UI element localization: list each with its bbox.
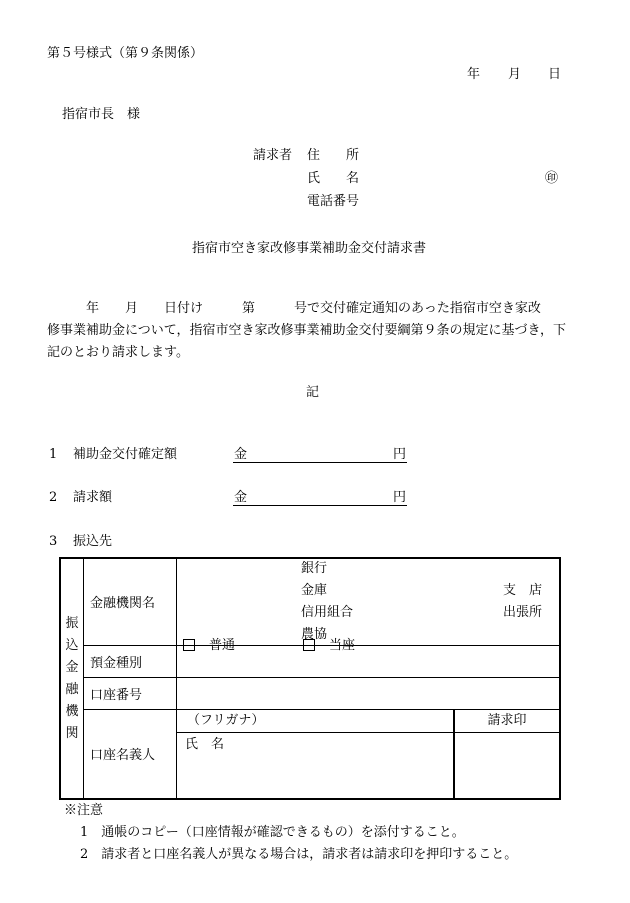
holder-label: 口座名義人	[84, 709, 177, 799]
deposit-ordinary[interactable]: 普通	[183, 639, 235, 652]
item3-number: 3	[49, 534, 58, 549]
body-line-2: 修事業補助金について，指宿市空き家改修事業補助金交付要綱第９条の規定に基づき，下	[47, 323, 566, 338]
date-year: 年	[467, 67, 481, 82]
checkbox-current-icon[interactable]	[303, 639, 315, 651]
deposit-current[interactable]: 当座	[303, 639, 355, 652]
seal-box[interactable]	[454, 709, 560, 799]
seal-box-label: 請求印	[455, 710, 559, 733]
type-credit-union: 信用組合	[301, 605, 354, 620]
item2-kin: 金	[234, 490, 248, 505]
item3-label: 振込先	[73, 534, 113, 549]
account-number-cell[interactable]	[177, 677, 561, 709]
body-line-1: 年 月 日付け 第 号で交付確定通知のあった指宿市空き家改	[47, 301, 541, 316]
addressee: 指宿市長 様	[62, 107, 141, 122]
type-bank: 銀行	[301, 561, 328, 576]
bank-side-label: 振 込 金 融 機 関	[60, 558, 84, 799]
bank-table	[59, 557, 561, 800]
form-number: 第５号様式（第９条関係）	[47, 46, 204, 61]
item1-en: 円	[393, 447, 407, 462]
item1-label: 補助金交付確定額	[73, 447, 178, 462]
deposit-label: 預金種別	[84, 645, 177, 677]
item2-label: 請求額	[73, 490, 113, 505]
type-nokyo: 農協	[301, 627, 328, 642]
item1-kin: 金	[234, 447, 248, 462]
note-2: 2 請求者と口座名義人が異なる場合は，請求者は請求印を押印すること。	[80, 847, 518, 862]
holder-name-cell[interactable]	[177, 709, 455, 799]
date-month: 月	[508, 67, 522, 82]
branch-label: 支 店	[503, 583, 543, 598]
item1-number: 1	[49, 447, 58, 462]
ki-heading: 記	[306, 385, 320, 400]
account-number-label: 口座番号	[84, 677, 177, 709]
seal-mark: ㊞	[545, 171, 559, 186]
deposit-cell	[177, 637, 561, 677]
body-line-3: 記のとおり請求します。	[47, 345, 189, 360]
sub-branch-label: 出張所	[503, 605, 543, 620]
item1-amount-line	[233, 448, 407, 463]
applicant-label: 請求者	[253, 148, 293, 163]
phone-label: 電話番号	[307, 194, 360, 209]
furigana-row[interactable]	[177, 710, 453, 733]
name-label: 氏 名	[307, 171, 360, 186]
date-day: 日	[548, 67, 562, 82]
item2-amount-line	[233, 491, 407, 506]
holder-name-label: 氏 名	[185, 736, 225, 752]
item2-en: 円	[393, 490, 407, 505]
institution-cell[interactable]	[177, 558, 561, 645]
type-kinko: 金庫	[301, 583, 328, 598]
address-label: 住 所	[307, 148, 360, 163]
notes-heading: ※注意	[64, 803, 104, 818]
item2-number: 2	[49, 490, 58, 505]
institution-label: 金融機関名	[84, 558, 177, 645]
furigana-label: （フリガナ）	[187, 712, 265, 728]
checkbox-ordinary-icon[interactable]	[183, 639, 195, 651]
note-1: 1 通帳のコピー（口座情報が確認できるもの）を添付すること。	[80, 825, 465, 840]
document-title: 指宿市空き家改修事業補助金交付請求書	[192, 241, 427, 256]
